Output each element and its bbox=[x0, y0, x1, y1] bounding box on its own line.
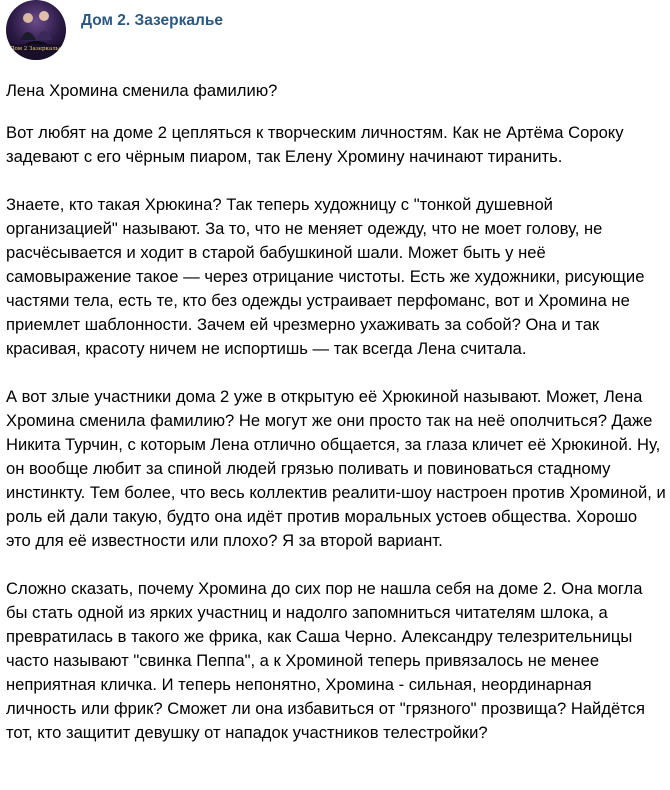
group-avatar[interactable] bbox=[6, 0, 66, 60]
group-avatar-image bbox=[6, 0, 66, 60]
post-header bbox=[6, 0, 223, 60]
avatar-caption-text: Дом 2 Зазеркалье bbox=[10, 46, 62, 52]
post-body bbox=[6, 79, 666, 769]
group-name-link[interactable]: Дом 2. Зазеркалье bbox=[81, 12, 223, 29]
post-paragraph-1: Вот любят на доме 2 цепляться к творческим личностям. Как не Артёма Сороку задевают с его чёрным пиаром, так Елену Хромину начинают тиранить. bbox=[6, 123, 624, 166]
post-paragraph-2: Знаете, кто такая Хрюкина? Так теперь художницу с "тонкой душевной организацией" называют. За то, что не меняет одежду, что не моет голову, не расчёсывается и ходит в старой бабушкиной шали. Может быть у неё самовыражение такое — через отрицание чистоты. Есть же художники, рисующие частями тела, есть те, кто без одежды устраивает перфоманс, вот и Хромина не приемлет шаблонности. Зачем ей чрезмерно ухаживать за собой? Она и так красивая, красоту ничем не испортишь — так всегда Лена считала. bbox=[6, 195, 645, 358]
post-paragraph-4: Сложно сказать, почему Хромина до сих пор не нашла себя на доме 2. Она могла бы стать одной из ярких участниц и надолго запомниться читателям шлока, а превратилась в такого же фрика, как Саша Черно. Александру телезрительницы часто называют "свинка Пеппа", а к Хроминой теперь привязалось не менее неприятная кличка. И теперь непонятно, Хромина - сильная, неординарная личность или фрик? Сможет ли она избавиться от "грязного" прозвища? Найдётся тот, кто защитит девушку от нападок участников телестройки? bbox=[6, 579, 645, 742]
post-title: Лена Хромина сменила фамилию? bbox=[6, 81, 278, 100]
post-paragraph-3: А вот злые участники дома 2 уже в открытую её Хрюкиной называют. Может, Лена Хромина сменила фамилию? Не могут же они просто так на неё ополчиться? Даже Никита Турчин, с которым Лена отлично общается, за глаза кличет её Хрюкиной. Ну, он вообще любит за спиной людей грязью поливать и повиноваться стадному инстинкту. Тем более, что весь коллектив реалити-шоу настроен против Хроминой, и роль ей дали такую, будто она идёт против моральных устоев общества. Хорошо это для её известности или плохо? Я за второй вариант. bbox=[6, 387, 666, 550]
